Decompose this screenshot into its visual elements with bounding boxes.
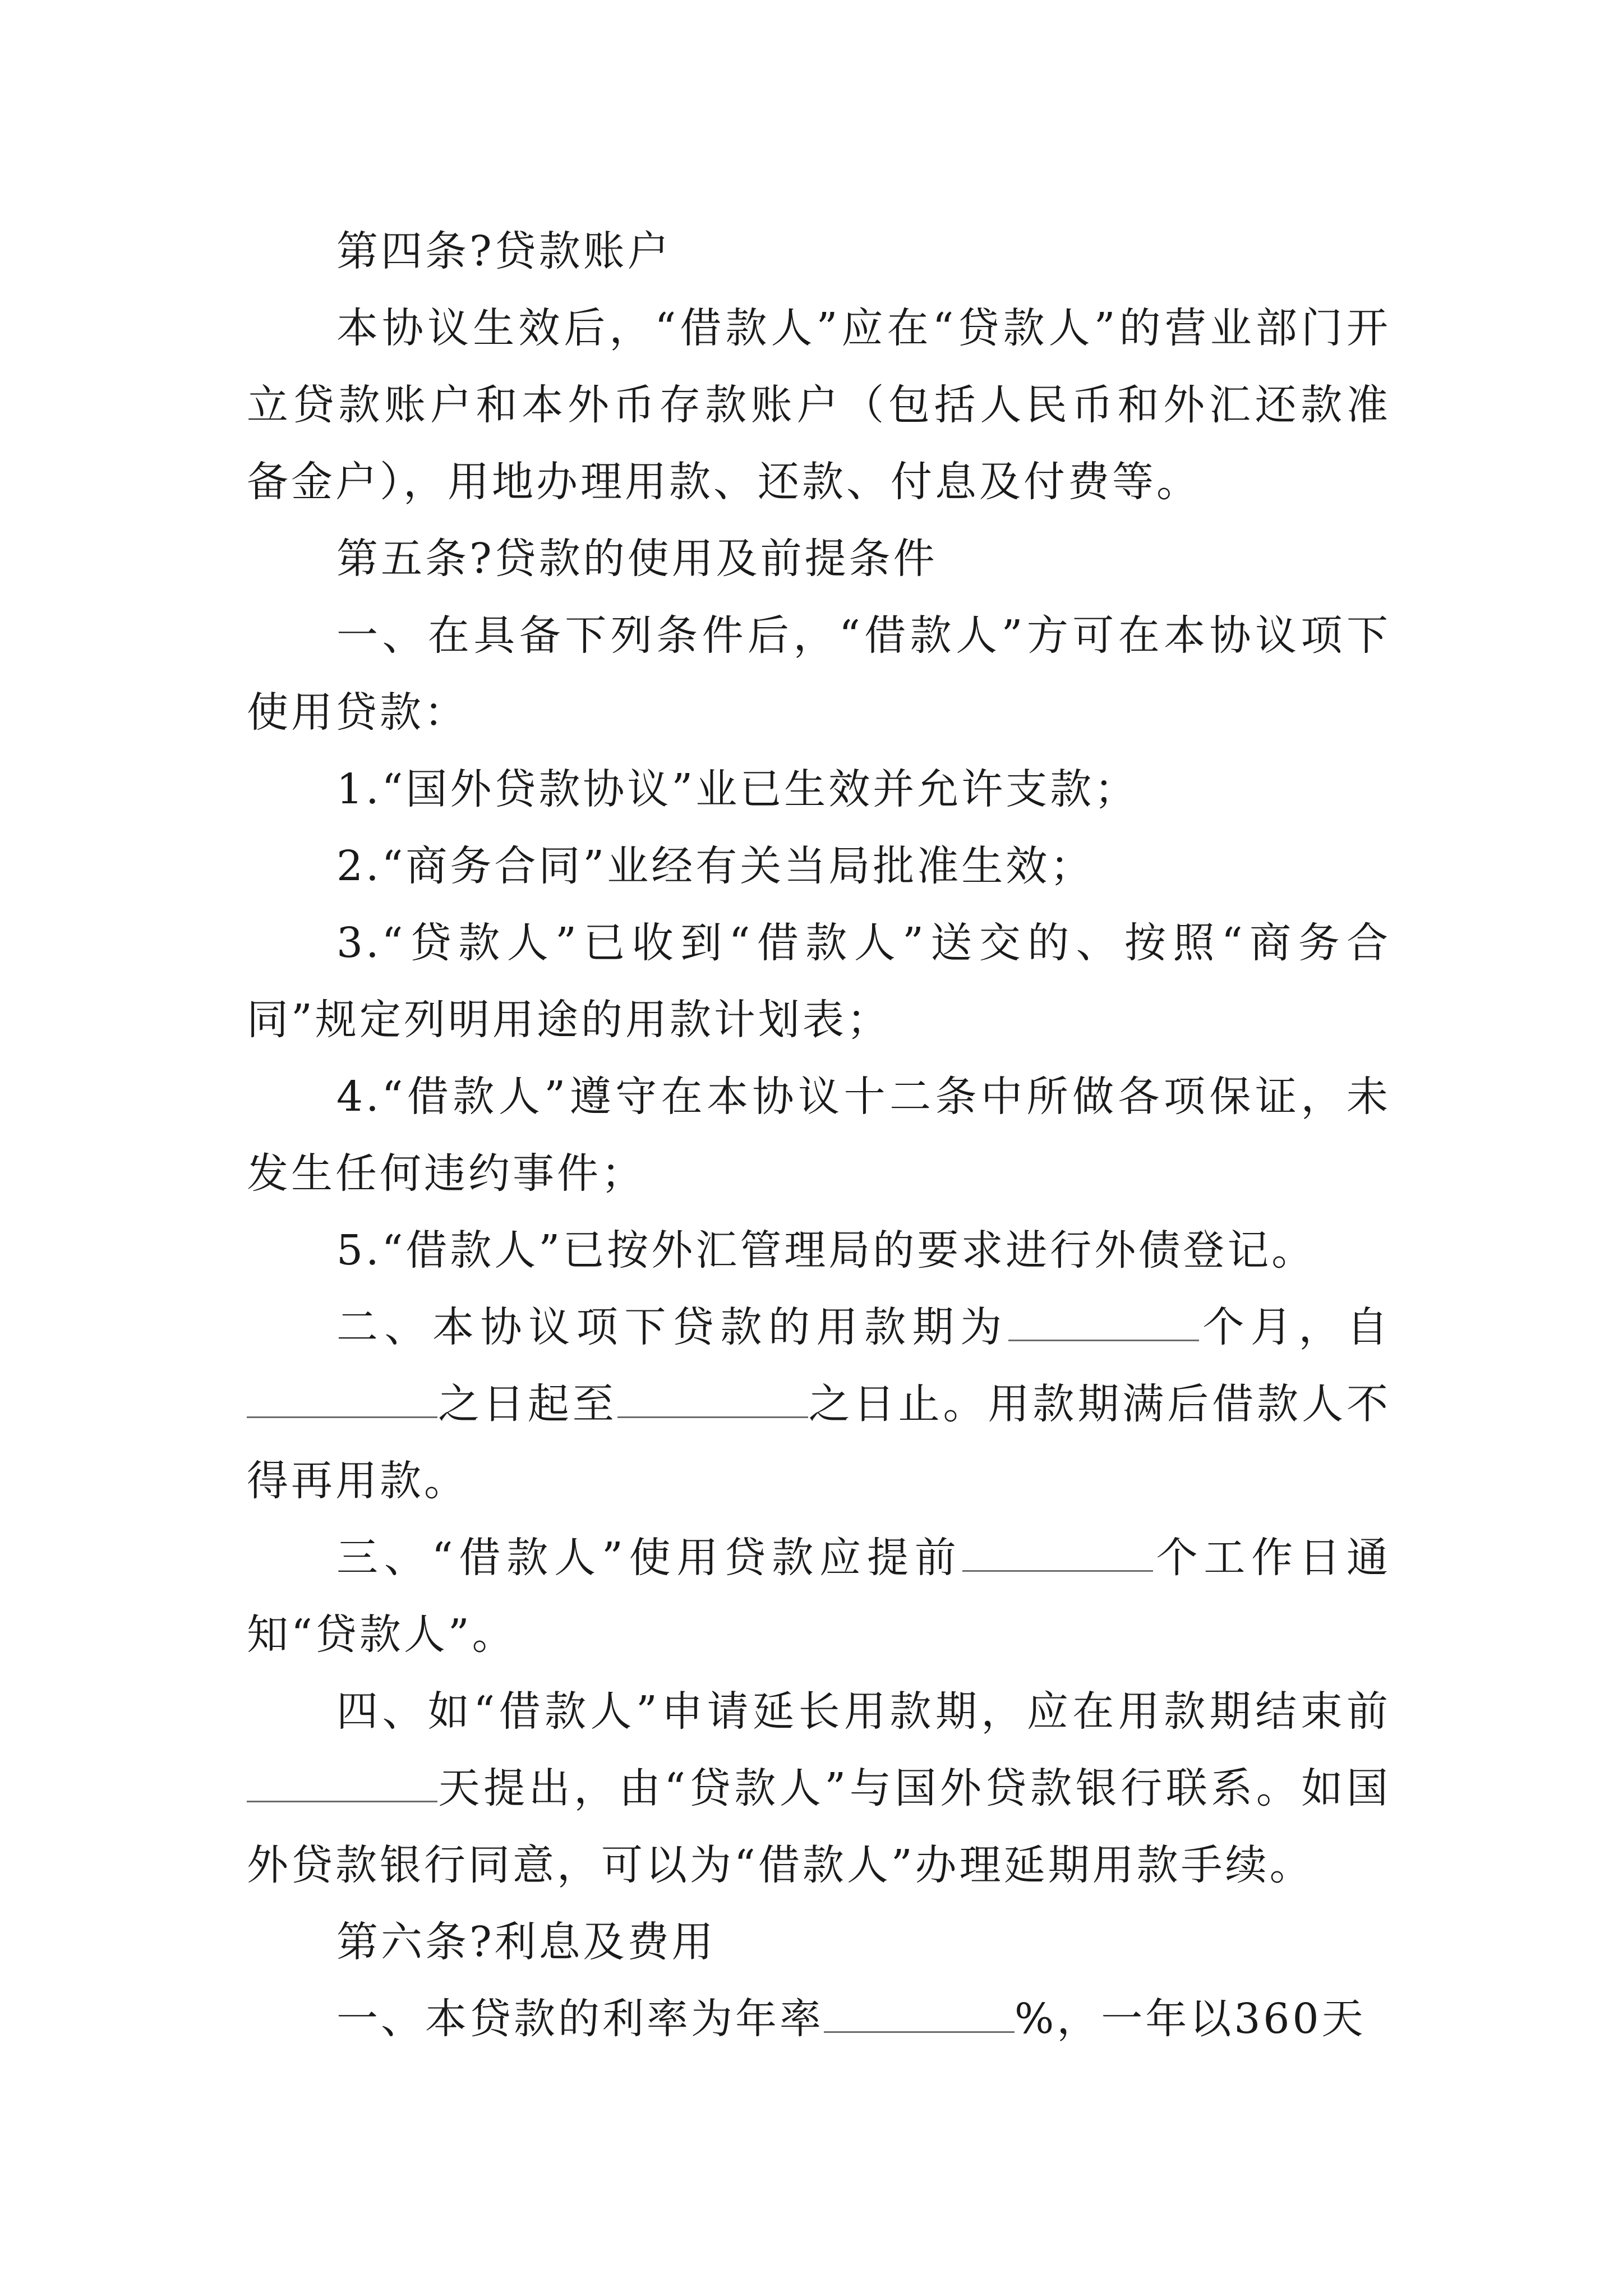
clause-6-1-text-a: 一、本贷款的利率为年率 — [336, 1995, 824, 2043]
clause-2-text-a: 二、本协议项下贷款的用款期为 — [336, 1303, 1008, 1351]
article-5-condition-4: 4.“借款人”遵守在本协议十二条中所做各项保证，未发生任何违约事件； — [247, 1073, 1391, 1198]
article-5-condition-3: 3.“贷款人”已收到“借款人”送交的、按照“商务合同”规定列明用途的用款计划表； — [247, 919, 1391, 1044]
blank-start-date-field[interactable] — [247, 1379, 437, 1418]
article-5-condition-2: 2.“商务合同”业经有关当局批准生效； — [336, 842, 1095, 890]
clause-2-text-b: 个月，自 — [1198, 1303, 1391, 1351]
clause-3-text-a: 三、“借款人”使用贷款应提前 — [336, 1534, 962, 1582]
clause-4-text-b: 天提出，由“贷款人”与国外贷款银行联系。如国外贷款银行同意，可以为“借款人”办理延期用款手续。 — [247, 1764, 1391, 1889]
article-5-title: 第五条?贷款的使用及前提条件 — [336, 535, 938, 583]
article-5-condition-1: 1.“国外贷款协议”业已生效并允许支款； — [336, 765, 1139, 813]
article-6-title: 第六条?利息及费用 — [336, 1918, 716, 1966]
blank-working-days-field[interactable] — [962, 1533, 1153, 1572]
article-5-clause-4 — [247, 1673, 1391, 1904]
article-5-clause-2 — [247, 1289, 1391, 1520]
clause-3-text-b: 个工作日通知“贷款人”。 — [247, 1534, 1391, 1659]
blank-interest-rate-field[interactable] — [824, 1994, 1015, 2033]
clause-2-text-d: 之日止。用款期满后借款人不得再用款。 — [247, 1380, 1391, 1505]
article-5-condition-5: 5.“借款人”已按外汇管理局的要求进行外债登记。 — [336, 1226, 1316, 1274]
article-4-paragraph: 本协议生效后，“借款人”应在“贷款人”的营业部门开立贷款账户和本外币存款账户（包括人民币和外汇还款准备金户），用地办理用款、还款、付息及付费等。 — [247, 304, 1391, 506]
article-6-clause-1 — [247, 1981, 1391, 2058]
document-page — [247, 213, 1391, 2058]
clause-4-text-a: 四、如“借款人”申请延长用款期，应在用款期结束前 — [336, 1687, 1391, 1736]
article-5-clause-1: 一、在具备下列条件后，“借款人”方可在本协议项下使用贷款： — [247, 611, 1391, 737]
article-5-clause-3 — [247, 1520, 1391, 1673]
blank-months-field[interactable] — [1008, 1303, 1199, 1341]
blank-end-date-field[interactable] — [617, 1379, 808, 1418]
clause-2-text-c: 之日起至 — [437, 1380, 617, 1428]
article-4-title: 第四条?贷款账户 — [336, 227, 672, 275]
blank-days-field[interactable] — [247, 1764, 437, 1802]
clause-6-1-text-b: %，一年以360天 — [1015, 1995, 1366, 2043]
